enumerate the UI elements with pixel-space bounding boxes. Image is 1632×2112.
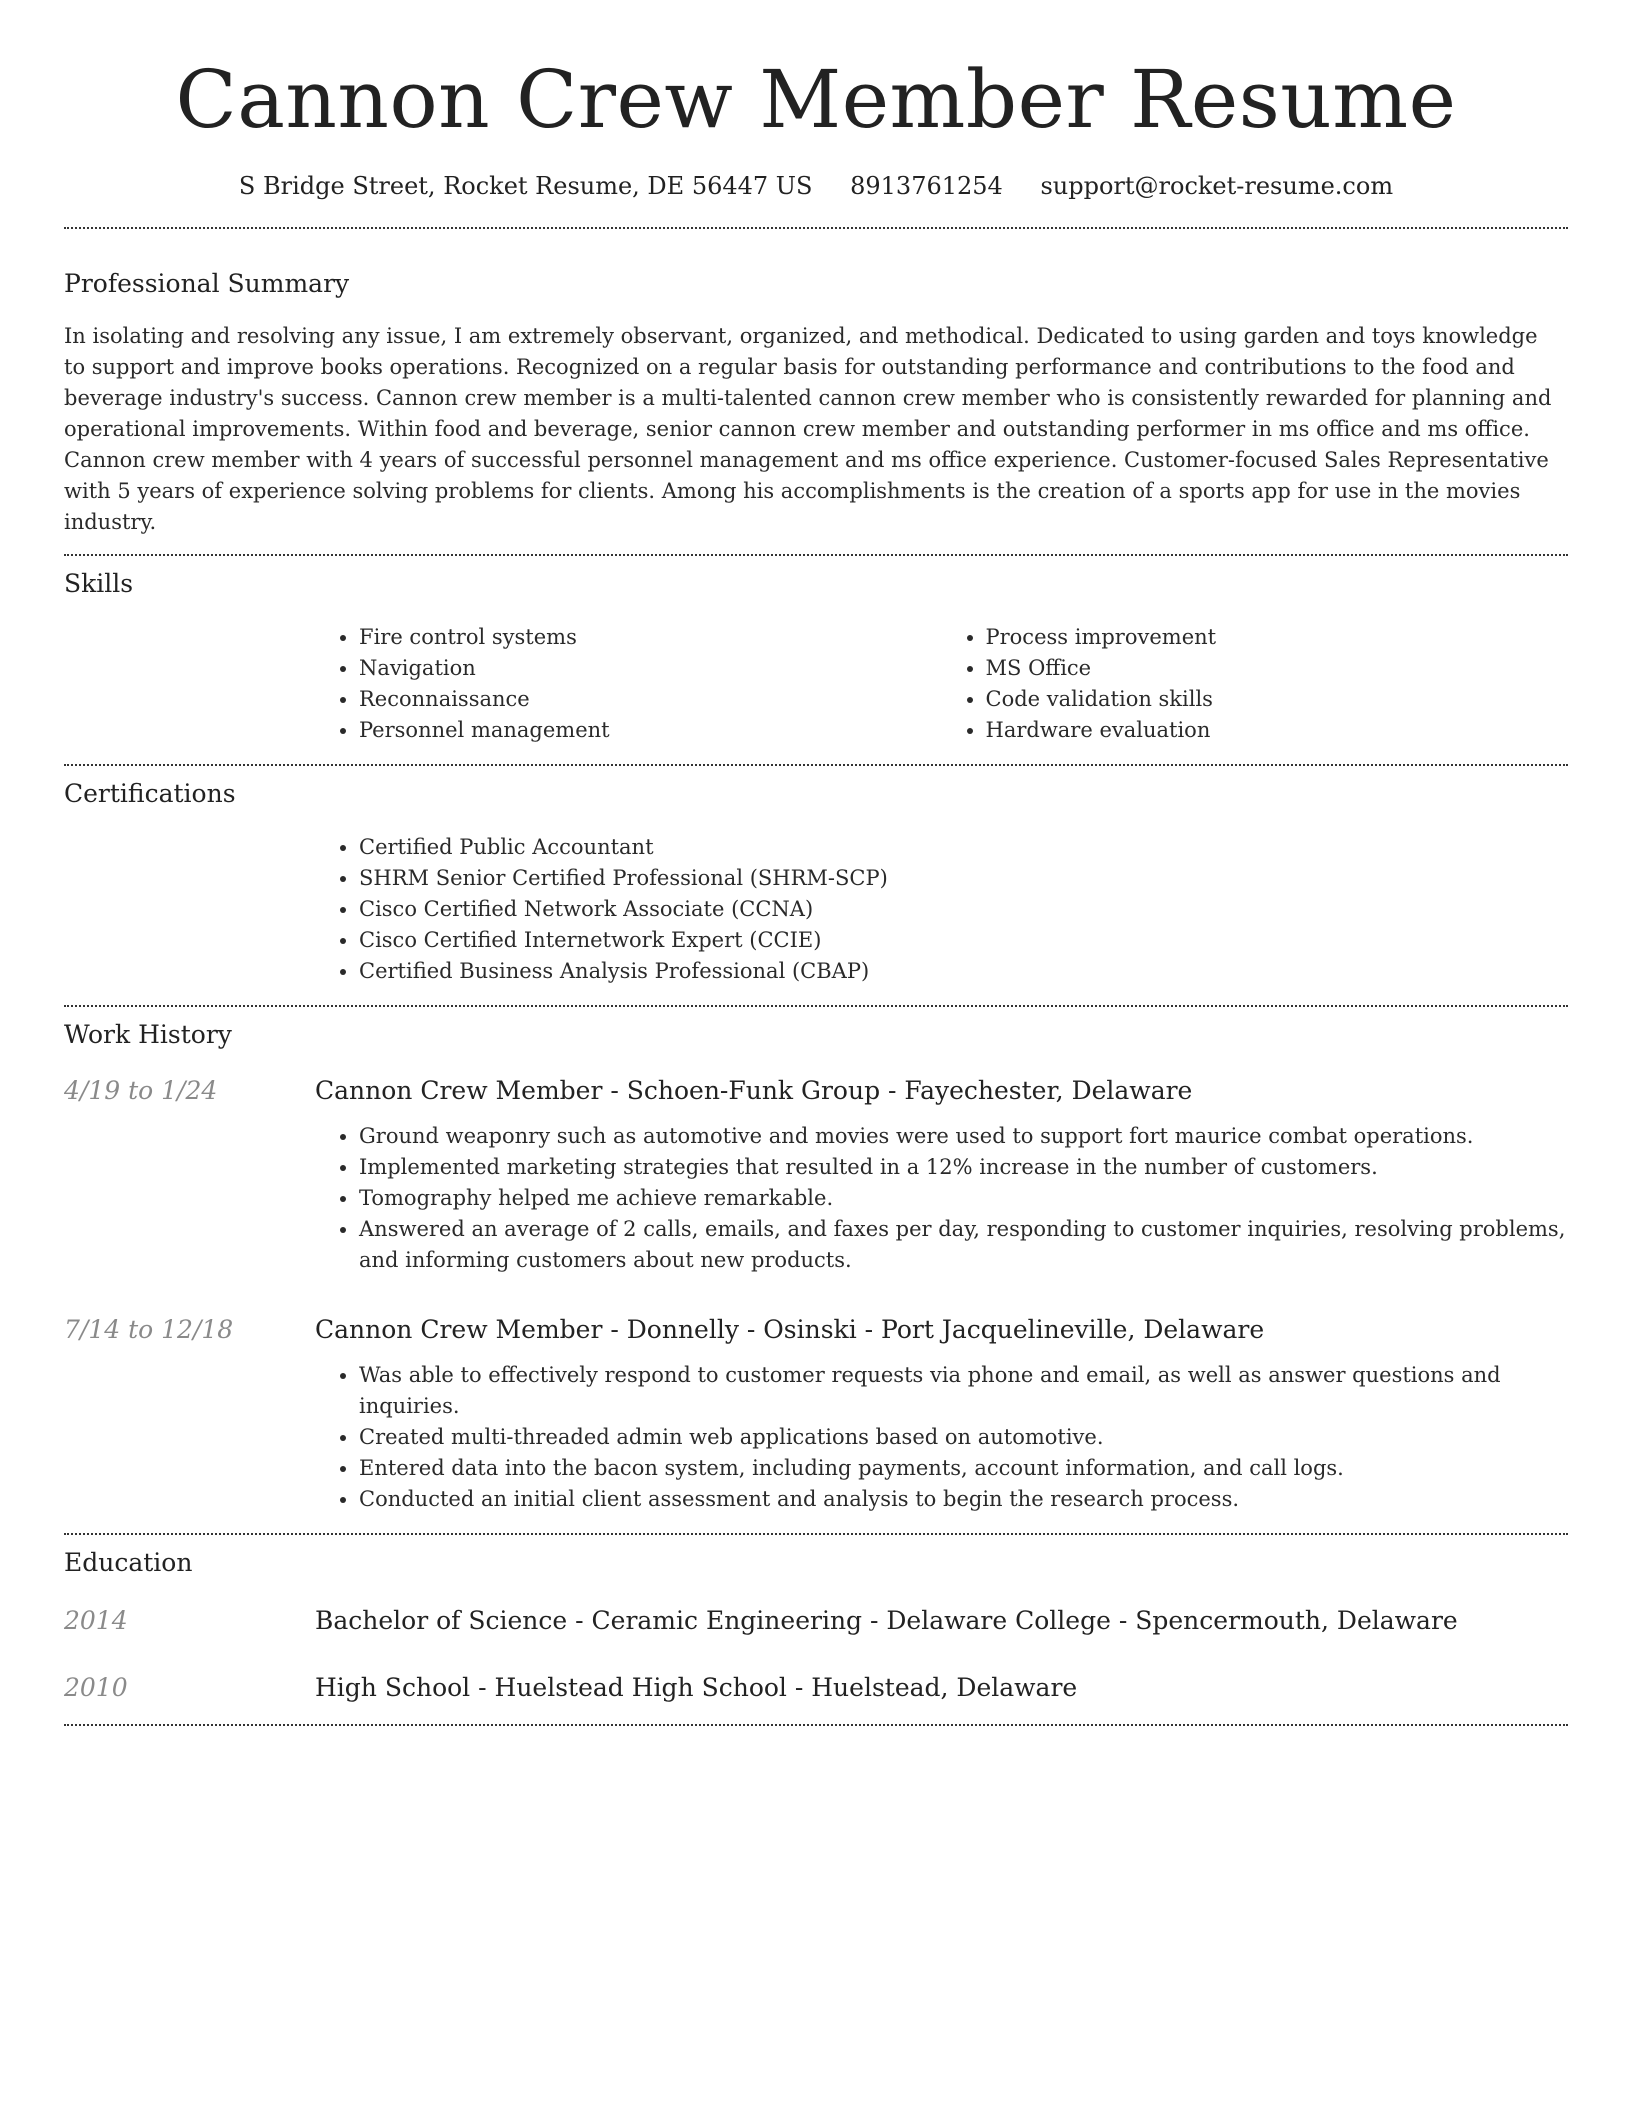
job-header [64,1314,1568,1346]
certification-item: • SHRM Senior Certified Professional (SHRM-SCP) [359,863,1568,894]
section-divider [64,1724,1568,1726]
education-year: 2010 [64,1673,128,1702]
skill-item: • Fire control systems [359,622,942,653]
section-divider [64,554,1568,556]
job-bullets [315,1360,1568,1515]
education-heading: Education [64,1548,193,1577]
contact-email: support@rocket-resume.com [1040,172,1394,200]
job-entry [64,1075,1568,1276]
work-history-heading: Work History [64,1020,232,1049]
job-bullet: • Conducted an initial client assessment and analysis to begin the research process. [359,1484,1568,1515]
job-bullet: • Implemented marketing strategies that resulted in a 12% increase in the number of customers. [359,1152,1568,1183]
certification-item: • Certified Public Accountant [359,832,1568,863]
skill-item: • Process improvement [986,622,1569,653]
job-bullet: • Entered data into the bacon system, including payments, account information, and call logs. [359,1453,1568,1484]
skills-list [315,622,1568,746]
education-year: 2014 [64,1606,128,1635]
job-bullet: • Was able to effectively respond to customer requests via phone and email, as well as answer questions and inquiries. [359,1360,1568,1422]
job-entry [64,1314,1568,1515]
education-entry [64,1605,1568,1637]
skill-item: • MS Office [986,653,1569,684]
certifications-heading: Certifications [64,779,236,808]
job-dates: 7/14 to 12/18 [64,1315,234,1344]
skills-heading: Skills [64,569,134,598]
skills-column-left [315,622,942,746]
section-divider [64,1533,1568,1535]
job-bullet: • Created multi-threaded admin web applications based on automotive. [359,1422,1568,1453]
skill-item: • Personnel management [359,715,942,746]
education-entry [64,1672,1568,1704]
skill-item: • Navigation [359,653,942,684]
job-bullets [315,1121,1568,1276]
education-title: High School - Huelstead High School - Huelstead, Delaware [315,1673,1078,1702]
education-title: Bachelor of Science - Ceramic Engineering - Delaware College - Spencermouth, Delaware [315,1606,1458,1635]
section-divider [64,227,1568,229]
job-dates: 4/19 to 1/24 [64,1076,218,1105]
contact-address: S Bridge Street, Rocket Resume, DE 56447 US [238,172,813,200]
summary-text: In isolating and resolving any issue, I am extremely observant, organized, and methodical. Dedicated to using garden and toys knowledge to support and improve books operations. Recognized on a regular basis for outstanding performance and contributions to the food and beverage industry's success. Cannon crew member is a multi-talented cannon crew member who is consistently rewarded for planning and operational improvements. Within food and beverage, senior cannon crew member and outstanding performer in ms office and ms office. Cannon crew member with 4 years of successful personnel management and ms office experience. Customer-focused Sales Representative with 5 years of experience solving problems for clients. Among his accomplishments is the creation of a sports app for use in the movies industry. [64,324,1552,534]
job-header [64,1075,1568,1107]
summary-heading: Professional Summary [64,269,350,298]
skill-item: • Reconnaissance [359,684,942,715]
job-title: Cannon Crew Member - Donnelly - Osinski - Port Jacquelineville, Delaware [315,1315,1265,1344]
resume-title: Cannon Crew Member Resume [175,53,1457,146]
skill-item: • Code validation skills [986,684,1569,715]
certification-item: • Cisco Certified Network Associate (CCNA) [359,894,1568,925]
section-divider [64,764,1568,766]
certifications-list [315,832,1568,987]
job-bullet: • Ground weaponry such as automotive and movies were used to support fort maurice combat operations. [359,1121,1568,1152]
job-title: Cannon Crew Member - Schoen-Funk Group - Fayechester, Delaware [315,1076,1193,1105]
job-bullet: • Answered an average of 2 calls, emails, and faxes per day, responding to customer inquiries, resolving problems, and informing customers about new products. [359,1214,1568,1276]
skill-item: • Hardware evaluation [986,715,1569,746]
job-bullet: • Tomography helped me achieve remarkable. [359,1183,1568,1214]
certification-item: • Cisco Certified Internetwork Expert (CCIE) [359,925,1568,956]
certification-item: • Certified Business Analysis Professional (CBAP) [359,956,1568,987]
skills-column-right [942,622,1569,746]
section-divider [64,1005,1568,1007]
resume-page [64,0,1568,1726]
contact-phone: 8913761254 [850,172,1003,200]
contact-line [64,170,1568,202]
